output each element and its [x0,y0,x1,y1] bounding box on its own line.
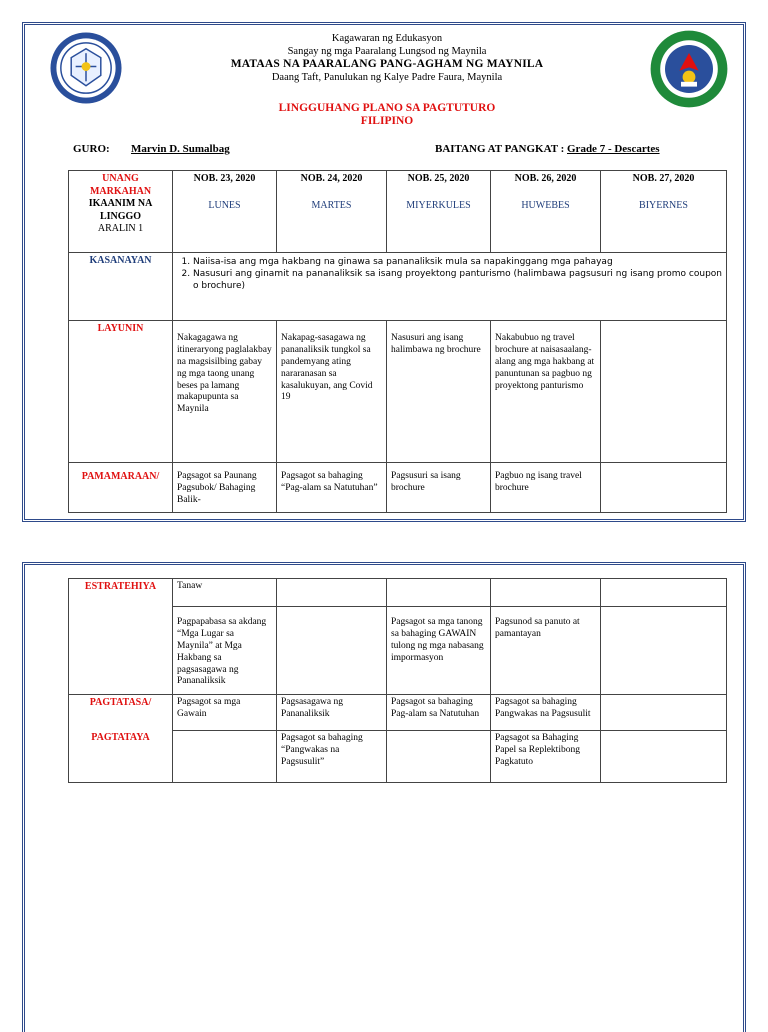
table-cell [491,579,601,607]
table-cell: Nakabubuo ng travel brochure at naisasaalang-alang ang mga hakbang at panuntunan sa pagbuo ng proyektong panturismo [491,321,601,463]
day-label: MARTES [311,199,352,211]
table-cell: Pagsagot sa Bahaging Papel sa Replektibong Pagkatuto [491,731,601,783]
day-label: HUWEBES [521,199,570,211]
table-cell: Pagsagot sa mga tanong sa bahaging GAWAIN tulong ng mga nabasang impormasyon [387,607,491,695]
list-item: 1. Naiisa-isa ang mga hakbang na ginawa sa pananaliksik mula sa napakinggang mga pahayag [193,257,722,268]
date-label: NOB. 26, 2020 [514,173,577,184]
table-cell: Pagsagot sa mga Gawain [173,695,277,731]
table-cell: Pagsagot sa bahaging Pangwakas na Pagsusulit [491,695,601,731]
table-cell [387,731,491,783]
table-cell: Pagsusuri sa isang brochure [387,463,491,513]
table-cell: Nakapag-sasagawa ng pananaliksik tungkol sa pandemyang ating nararanasan sa kasalukuyan, ang Covid 19 [277,321,387,463]
header-division: Sangay ng mga Paaralang Lungsod ng Maynila [287,46,487,57]
objectives-label: LAYUNIN [97,323,144,334]
table-cell: Pagsasagawa ng Pananaliksik [277,695,387,731]
assessment-row-1 [69,695,727,731]
lesson-plan-table [68,170,727,513]
header-department: Kagawaran ng Edukasyon [331,33,443,44]
day-column-4 [491,171,601,253]
table-cell [277,607,387,695]
table-cell: Tanaw [173,579,277,607]
grade-section-value: Grade 7 - Descartes [567,143,660,155]
objectives-label-cell [69,321,173,463]
table-cell: Pagsunod sa panuto at pamantayan [491,607,601,695]
document-subject: FILIPINO [360,115,414,127]
day-column-2 [277,171,387,253]
lesson-plan-table-continued [68,578,727,783]
skills-row [69,253,727,321]
header-address: Daang Taft, Panulukan ng Kalye Padre Faura, Maynila [271,72,503,83]
day-column-5 [601,171,727,253]
day-column-1 [173,171,277,253]
table-cell: Nasusuri ang isang halimbawa ng brochure [387,321,491,463]
quarter-cell [69,171,173,253]
list-item: 2. Nasusuri ang ginamit na pananaliksik sa isang proyektong panturismo (halimbawa pagsusuri ng isang promo coupon o brochure) [193,269,722,292]
document-page-2 [22,562,746,1032]
procedure-row [69,463,727,513]
date-label: NOB. 23, 2020 [193,173,256,184]
document-page-1 [22,22,746,522]
document-title: LINGGUHANG PLANO SA PAGTUTURO [278,102,496,114]
grade-section-label: BAITANG AT PANGKAT : [435,143,565,155]
date-label: NOB. 24, 2020 [300,173,363,184]
quarter-label-1: UNANG [102,173,139,184]
table-cell [387,579,491,607]
table-cell [601,731,727,783]
strategy-row-1 [69,579,727,607]
skills-label-cell [69,253,173,321]
table-cell [601,463,727,513]
strategy-label: ESTRATEHIYA [84,581,157,592]
header-school-name: MATAAS NA PAARALANG PANG-AGHAM NG MAYNILA [230,58,544,70]
skills-content-cell [173,253,727,321]
week-label-1: IKAANIM NA [88,198,153,209]
strategy-label-cell [69,579,173,695]
day-label: BIYERNES [639,199,688,211]
table-cell [601,607,727,695]
week-label-2: LINGGO [99,210,142,222]
skills-label: KASANAYAN [89,255,152,266]
table-cell: Pagsagot sa bahaging Pag-alam sa Natutuhan [387,695,491,731]
table-cell: Pagbuo ng isang travel brochure [491,463,601,513]
day-column-3 [387,171,491,253]
skills-list [177,257,722,292]
table-cell: Pagsagot sa bahaging “Pangwakas na Pagsusulit” [277,731,387,783]
table-cell [601,321,727,463]
table-cell: Nakagagawa ng itineraryong paglalakbay na magsisilbing gabay ng mga taong unang beses pa lamang makapupunta sa Maynila [173,321,277,463]
table-cell [601,695,727,731]
teacher-label: GURO: [73,143,110,155]
assessment-label-2: PAGTATAYA [91,731,150,743]
table-cell: Pagsagot sa bahaging “Pag-alam sa Natutuhan” [277,463,387,513]
table-cell [277,579,387,607]
teacher-name: Marvin D. Sumalbag [131,143,230,155]
date-label: NOB. 25, 2020 [407,173,470,184]
procedure-label-cell [69,463,173,513]
procedure-label: PAMAMARAAN/ [81,471,160,482]
lesson-label: ARALIN 1 [97,223,144,234]
table-header-row [69,171,727,253]
assessment-label-1: PAGTATASA/ [89,697,152,708]
quarter-label-2: MARKAHAN [89,185,152,197]
day-label: MIYERKULES [406,199,471,211]
table-cell: Pagsagot sa Paunang Pagsubok/ Bahaging Balik- [173,463,277,513]
assessment-label-cell [69,695,173,783]
day-label: LUNES [208,199,241,211]
table-cell [601,579,727,607]
table-cell: Pagpapabasa sa akdang “Mga Lugar sa Maynila” at Mga Hakbang sa pagsasagawa ng Pananaliksik [173,607,277,695]
date-label: NOB. 27, 2020 [632,173,695,184]
objectives-row [69,321,727,463]
table-cell [173,731,277,783]
